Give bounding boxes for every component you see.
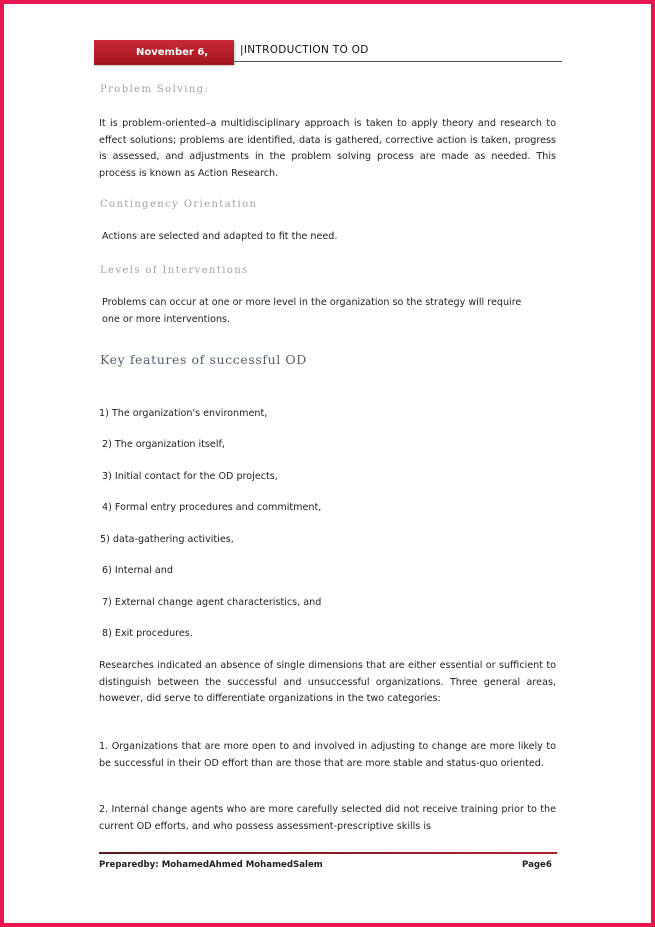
footer-page-number: Page6 <box>522 860 552 870</box>
levels-text: Problems can occur at one or more level in the organization so the strategy will require one or more interventions. <box>102 297 522 325</box>
contingency-text: Actions are selected and adapted to fit the need. <box>102 231 338 242</box>
list-item: 6) Internal and <box>102 565 173 576</box>
point-two-paragraph: 2. Internal change agents who are more carefully selected did not receive training prior to the current OD efforts, and who possess assessment-prescriptive skills is <box>99 804 556 832</box>
researches-paragraph: Researches indicated an absence of single dimensions that are either essential or sufficient to distinguish between the successful and unsuccessful organizations. Three general areas, however, did serve to differentiate organizations in the two categories: <box>99 660 556 704</box>
list-item: 8) Exit procedures. <box>102 628 193 639</box>
list-item: 3) Initial contact for the OD projects, <box>102 471 278 482</box>
list-item: 4) Formal entry procedures and commitment, <box>102 502 322 513</box>
key-features-heading: Key features of successful OD <box>100 352 307 367</box>
header-date-banner: November 6, 2009 <box>94 40 234 65</box>
document-page <box>4 4 651 923</box>
point-one-paragraph: 1. Organizations that are more open to and involved in adjusting to change are more likely to be successful in their OD effort than are those that are more stable and status-quo oriented. <box>99 741 556 769</box>
problem-solving-heading: Problem Solving: <box>100 84 210 95</box>
levels-heading: Levels of Interventions <box>100 265 249 276</box>
list-item: 7) External change agent characteristics, and <box>102 597 322 608</box>
list-item: 2) The organization itself, <box>102 439 225 450</box>
header-title: |INTRODUCTION TO OD <box>240 44 369 56</box>
contingency-heading: Contingency Orientation <box>100 199 258 210</box>
footer-prepared-by: Preparedby: MohamedAhmed MohamedSalem <box>99 860 323 870</box>
list-item: 1) The organization's environment, <box>99 408 268 419</box>
list-item: 5) data-gathering activities, <box>100 534 234 545</box>
footer-rule <box>99 852 557 854</box>
header-rule <box>234 61 562 62</box>
problem-solving-text: It is problem-oriented–a multidisciplinary approach is taken to apply theory and research to effect solutions; problems are identified, data is gathered, corrective action is taken, progress is assessed, and adjustments in the problem solving process are made as needed. This process is known as Action Research. <box>99 118 556 179</box>
